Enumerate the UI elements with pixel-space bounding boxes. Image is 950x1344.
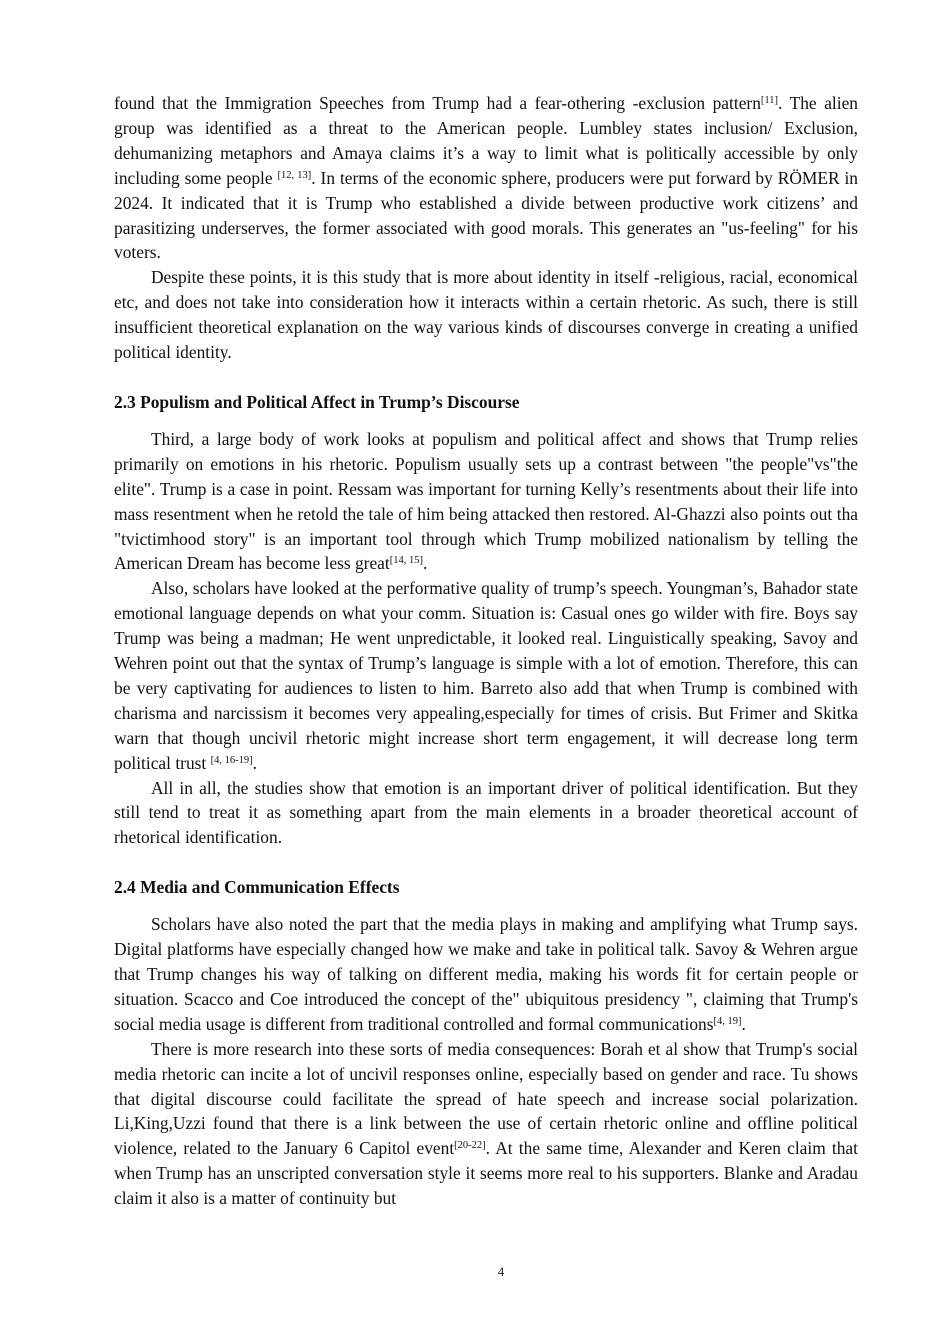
text-run: Third, a large body of work looks at populism and political affect and shows that Trump relies primarily on emotions in his rhetoric. Populism usually sets up a contrast between "the people"vs"the elite". Trump is a case in point. Ressam was important for turning Kelly’s resentments about their life into mass resentment when he retold the tale of him being attacked then restored. Al-Ghazzi also points out tha "tvictimhood story" is an important tool through which Trump mobilized nationalism by telling the American Dream has become less great xyxy=(114,428,858,574)
text-run: . The alien group was identified as a threat to the American people. Lumbley states inclusion/ Exclusion, dehumanizing metaphors and Amaya claims it’s a way to limit what is politically accessible by only including some people xyxy=(114,93,859,188)
section-heading-2-3: 2.3 Populism and Political Affect in Trump’s Discourse xyxy=(114,391,520,412)
text-run: . xyxy=(422,553,428,574)
paragraph-media-platforms xyxy=(114,912,858,1037)
paragraph-populism xyxy=(114,427,858,576)
paragraph-identity-exclusion xyxy=(114,91,858,265)
text-run: Scholars have also noted the part that the media plays in making and amplifying what Trump says. Digital platforms have especially changed how we make and take in political talk. Savoy & Wehren argue that Trump changes his way of talking on different media, making his words fit for certain people or situation. Scacco and Coe introduced the concept of the" ubiquitous presidency ", claiming that Trump's social media usage is different from traditional controlled and formal communications xyxy=(114,914,858,1034)
text-run: . At the same time, Alexander and Keren claim that when Trump has an unscripted conversation style it seems more real to his supporters. Blanke and Aradau claim it also is a matter of continuity but xyxy=(114,1138,858,1209)
text-run: found that the Immigration Speeches from Trump had a fear-othering -exclusion pattern xyxy=(114,93,761,113)
paragraph-emotion-summary: All in all, the studies show that emotion is an important driver of political identification. But they still tend to treat it as something apart from the main elements in a broader theoretical account of rhetorical identification. xyxy=(114,777,858,848)
text-run: . xyxy=(252,752,257,773)
section-heading-2-4: 2.4 Media and Communication Effects xyxy=(114,877,400,898)
citation: [14, 15] xyxy=(389,555,423,567)
paragraph-performative-speech xyxy=(114,576,858,775)
text-run: . In terms of the economic sphere, producers were put forward by RÖMER in 2024. It indicated that it is Trump who established a divide between productive work citizens’ and parasitizing underserves, the former associated with good morals. This generates an "us-feeling" for his voters. xyxy=(114,167,858,263)
text-run: . xyxy=(741,1013,746,1034)
citation: [11] xyxy=(760,95,779,106)
paragraph-identity-gap: Despite these points, it is this study that is more about identity in itself -religious, racial, economical etc, and does not take into consideration how it interacts within a certain rhetoric. As such, there is still insufficient theoretical explanation on the way various kinds of discourses converge in creating a unified political identity. xyxy=(114,267,858,363)
citation: [4, 19] xyxy=(713,1015,742,1027)
paragraph-media-consequences xyxy=(114,1037,858,1211)
text-run: There is more research into these sorts of media consequences: Borah et al show that Trump's social media rhetoric can incite a lot of uncivil responses online, especially based on gender and race. Tu shows that digital discourse could facilitate the spread of hate speech and increase social polarization. Li,King,Uzzi found that there is a link between the use of certain rhetoric online and offline political violence, related to the January 6 Capitol event xyxy=(114,1038,858,1159)
citation: [4, 16-19] xyxy=(210,754,253,766)
page-number: 4 xyxy=(497,1264,505,1279)
citation: [20-22] xyxy=(454,1140,486,1152)
page-body xyxy=(114,91,858,1211)
text-run: Also, scholars have looked at the performative quality of trump’s speech. Youngman’s, Bahador state emotional language depends on what your comm. Situation is: Casual ones go wilder with fire. Boys say Trump was being a madman; He went unpredictable, it looked real. Linguistically speaking, Savoy and Wehren point out that the syntax of Trump’s language is simple with a lot of emotion. Therefore, this can be very captivating for audiences to listen to him. Barreto also add that when Trump is combined with charisma and narcissism it becomes very appealing,especially for times of crisis. But Frimer and Skitka warn that though uncivil rhetoric might increase short term engagement, it will decrease long term political trust xyxy=(114,578,858,773)
citation: [12, 13] xyxy=(277,169,312,181)
